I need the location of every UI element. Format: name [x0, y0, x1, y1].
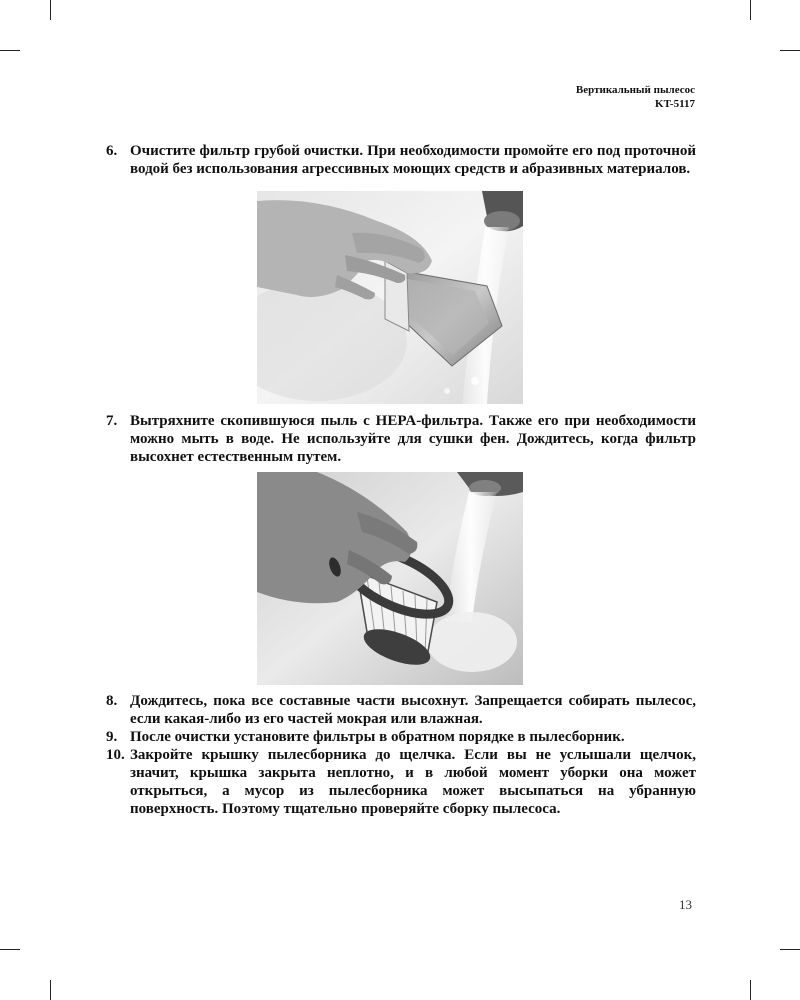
crop-mark: [50, 980, 51, 1000]
list-item-number: 9.: [106, 729, 118, 745]
header-product: Вертикальный пылесос: [575, 84, 695, 96]
list-item-text: После очистки установите фильтры в обратном порядке в пылесборник.: [130, 729, 625, 745]
list-item-text: Вытряхните скопившуюся пыль с HEPA-фильтра. Также его при необходимости можно мыть в воде. Не используйте для сушки фен. Дождитесь, когда фильтр высохнет естественным путем.: [130, 413, 696, 465]
header-model: KT-5117: [655, 98, 695, 110]
crop-mark: [50, 0, 51, 20]
list-item-number: 6.: [106, 143, 118, 159]
crop-mark: [0, 949, 20, 950]
photo-hepa-filter-wash: [257, 472, 523, 685]
list-item-text: Очистите фильтр грубой очистки. При необходимости промойте его под проточной водой без использования агрессивных моющих средств и абразивных материалов.: [130, 143, 696, 177]
list-item: [106, 412, 696, 466]
list-item: [106, 692, 696, 728]
list-item-number: 7.: [106, 413, 118, 429]
photo-coarse-filter-rinse: [257, 191, 523, 404]
list-item-text: Закройте крышку пылесборника до щелчка. Если вы не услышали щелчок, значит, крышка закрыта неплотно, и в любой момент уборки она может открыться, а мусор из пылесборника может высыпаться на убранную поверхность. Поэтому тщательно проверяйте сборку пылесоса.: [130, 747, 696, 817]
list-item-number: 8.: [106, 693, 118, 709]
list-item: [106, 746, 696, 818]
crop-mark: [750, 0, 751, 20]
photo-coarse-filter-illustration: [257, 191, 523, 404]
crop-mark: [780, 50, 800, 51]
list-item-text: Дождитесь, пока все составные части высохнут. Запрещается собирать пылесос, если какая-либо из его частей мокрая или влажная.: [130, 693, 696, 727]
crop-mark: [780, 949, 800, 950]
page-number: 13: [679, 897, 692, 912]
crop-mark: [0, 50, 20, 51]
list-item: [106, 142, 696, 178]
photo-hepa-filter-illustration: [257, 472, 523, 685]
list-item: [106, 728, 696, 746]
running-header: [576, 83, 695, 111]
list-item-number: 10.: [106, 747, 125, 763]
crop-mark: [750, 980, 751, 1000]
